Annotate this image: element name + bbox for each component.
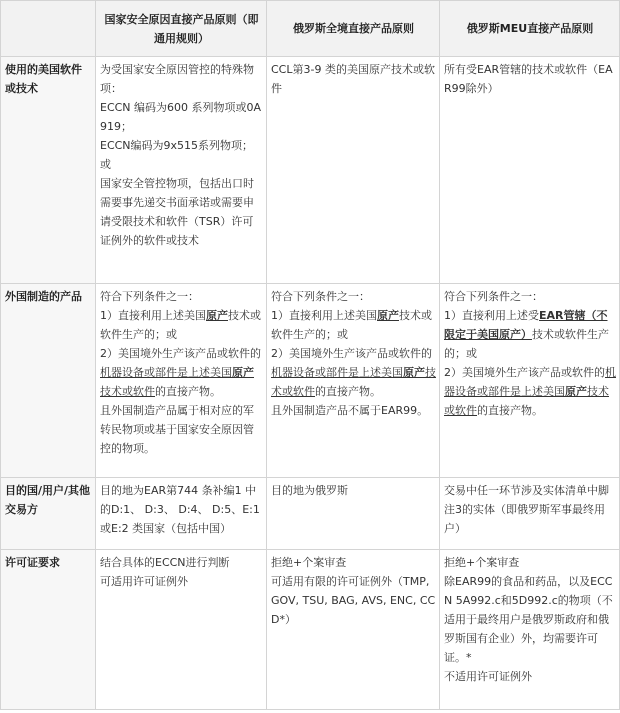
foreign-ns-c2-u2: 技术或软件 <box>100 385 155 398</box>
foreign-ns-c1-pre: 1）直接利用上述美国 <box>100 309 206 322</box>
license-rw-line-1: 拒绝+个案审查 <box>271 556 347 569</box>
foreign-meu-intro: 符合下列条件之一： <box>444 290 543 303</box>
foreign-ns-intro: 符合下列条件之一： <box>100 290 199 303</box>
foreign-meu-c1-pre: 1）直接利用上述受 <box>444 309 539 322</box>
cell-foreign-national-security <box>96 284 267 478</box>
foreign-meu-c2-bold: 原产 <box>565 385 587 398</box>
cell-license-russia-meu <box>440 550 620 710</box>
foreign-meu-c2-pre: 2）美国境外生产该产品或软件的 <box>444 366 605 379</box>
license-meu-line-2: 除EAR99的食品和药品，以及ECCN 5A992.c和5D992.c的物项（不适用于最终用户是俄罗斯政府和俄罗斯国有企业）外，均需要许可证。* <box>444 575 613 664</box>
license-meu-line-1: 拒绝+个案审查 <box>444 556 520 569</box>
header-national-security-rule: 国家安全原因直接产品原则（即通用规则） <box>96 1 267 57</box>
row-foreign-made-product <box>1 284 620 478</box>
license-ns-line-1: 结合具体的ECCN进行判断 <box>100 556 230 569</box>
tech-ns-line-3: ECCN编码为9x515系列物项； <box>100 139 254 152</box>
foreign-rw-c1-post: 技术或软件生产的；或 <box>271 309 432 341</box>
foreign-rw-c2-u2: 技术或软件 <box>271 366 436 398</box>
header-row <box>1 1 620 57</box>
cell-license-russia-wide <box>267 550 440 710</box>
foreign-meu-c2-post: 的直接产物。 <box>477 404 543 417</box>
row-label-foreign-made-product: 外国制造的产品 <box>1 284 96 478</box>
foreign-ns-c1-post: 技术或软件生产的；或 <box>100 309 261 341</box>
tech-ns-line-4: 或 <box>100 158 111 171</box>
foreign-ns-tail: 且外国制造产品属于相对应的军转民物项或基于国家安全原因管控的物项。 <box>100 404 254 455</box>
foreign-meu-c1-post: 技术或软件生产的；或 <box>444 328 609 360</box>
row-label-us-software-tech: 使用的美国软件或技术 <box>1 57 96 284</box>
tech-ns-line-2: ECCN 编码为600 系列物项或0A919； <box>100 101 262 133</box>
cell-dest-russia-meu: 交易中任一环节涉及实体清单中脚注3的实体（即俄罗斯军事最终用户） <box>440 478 620 550</box>
license-ns-line-2: 可适用许可证例外 <box>100 575 188 588</box>
foreign-meu-c2-u1: 机器设备或部件是上述美国 <box>444 366 616 398</box>
cell-tech-russia-meu: 所有受EAR管辖的技术或软件（EAR99除外） <box>440 57 620 284</box>
foreign-ns-c2-bold: 原产 <box>232 366 254 379</box>
row-us-software-tech <box>1 57 620 284</box>
row-destination-users <box>1 478 620 550</box>
cell-dest-national-security: 目的地为EAR第744 条补编1 中的D:1、 D:3、 D:4、 D:5、E:1 或E:2 类国家（包括中国） <box>96 478 267 550</box>
foreign-meu-condition-1 <box>444 306 616 363</box>
row-label-license-requirement: 许可证要求 <box>1 550 96 710</box>
header-russia-wide-rule: 俄罗斯全境直接产品原则 <box>267 1 440 57</box>
tech-ns-line-5: 国家安全管控物项，包括出口时需要事先递交书面承诺或需要申请受限技术和软件（TSR）许可证例外的软件或技术 <box>100 177 254 247</box>
header-corner-cell <box>1 1 96 57</box>
row-label-destination-users: 目的国/用户/其他交易方 <box>1 478 96 550</box>
cell-license-national-security <box>96 550 267 710</box>
row-license-requirement <box>1 550 620 710</box>
license-meu-line-3: 不适用许可证例外 <box>444 670 532 683</box>
cell-tech-national-security <box>96 57 267 284</box>
cell-foreign-russia-wide <box>267 284 440 478</box>
foreign-ns-c1-bold: 原产 <box>206 309 228 322</box>
foreign-rw-c2-pre: 2）美国境外生产该产品或软件的 <box>271 347 432 360</box>
cell-dest-russia-wide: 目的地为俄罗斯 <box>267 478 440 550</box>
cell-foreign-russia-meu <box>440 284 620 478</box>
foreign-rw-c1-bold: 原产 <box>377 309 399 322</box>
license-rw-line-2: 可适用有限的许可证例外（TMP, GOV, TSU, BAG, AVS, ENC, CCD*） <box>271 575 436 626</box>
foreign-ns-condition-1 <box>100 306 263 344</box>
cell-tech-russia-wide: CCL第3-9 类的美国原产技术或软件 <box>267 57 440 284</box>
foreign-ns-c2-pre: 2）美国境外生产该产品或软件的 <box>100 347 261 360</box>
foreign-rw-c1-pre: 1）直接利用上述美国 <box>271 309 377 322</box>
foreign-meu-condition-2 <box>444 363 616 420</box>
foreign-meu-c2-u2: 技术或软件 <box>444 385 609 417</box>
foreign-rw-c2-bold: 原产 <box>403 366 425 379</box>
tech-ns-line-1: 为受国家安全原因管控的特殊物项： <box>100 63 254 95</box>
foreign-rw-c2-post: 的直接产物。 <box>315 385 381 398</box>
foreign-rw-tail: 且外国制造产品不属于EAR99。 <box>271 404 429 417</box>
foreign-ns-c2-u1: 机器设备或部件是上述美国 <box>100 366 232 379</box>
foreign-rw-condition-2 <box>271 344 436 401</box>
header-russia-meu-rule: 俄罗斯MEU直接产品原则 <box>440 1 620 57</box>
foreign-ns-c2-post: 的直接产物。 <box>155 385 221 398</box>
foreign-rw-c2-u1: 机器设备或部件是上述美国 <box>271 366 403 379</box>
foreign-ns-condition-2 <box>100 344 263 401</box>
foreign-meu-c1-bold: EAR管辖（不限定于美国原产） <box>444 309 608 341</box>
foreign-rw-intro: 符合下列条件之一： <box>271 290 370 303</box>
foreign-rw-condition-1 <box>271 306 436 344</box>
